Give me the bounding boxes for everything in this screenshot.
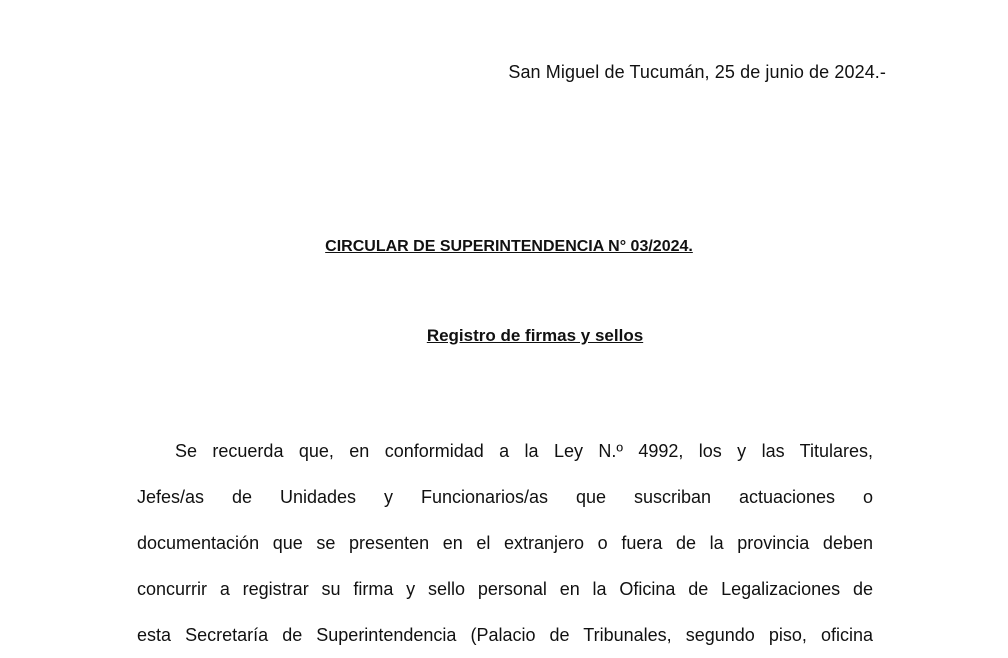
body-line: documentación que se presenten en el extranjero o fuera de la provincia deben [137, 533, 873, 553]
date-line: San Miguel de Tucumán, 25 de junio de 2024.- [508, 62, 886, 82]
body-line: Se recuerda que, en conformidad a la Ley N.º 4992, los y las Titulares, [175, 441, 873, 461]
subject-title: Registro de firmas y sellos [426, 326, 644, 345]
body-paragraph [137, 428, 873, 658]
circular-title: CIRCULAR DE SUPERINTENDENCIA N° 03/2024. [325, 238, 693, 255]
body-line: Jefes/as de Unidades y Funcionarios/as que suscriban actuaciones o [137, 487, 873, 507]
body-line: esta Secretaría de Superintendencia (Palacio de Tribunales, segundo piso, oficina [137, 625, 873, 645]
body-line: concurrir a registrar su firma y sello personal en la Oficina de Legalizaciones de [137, 579, 873, 599]
